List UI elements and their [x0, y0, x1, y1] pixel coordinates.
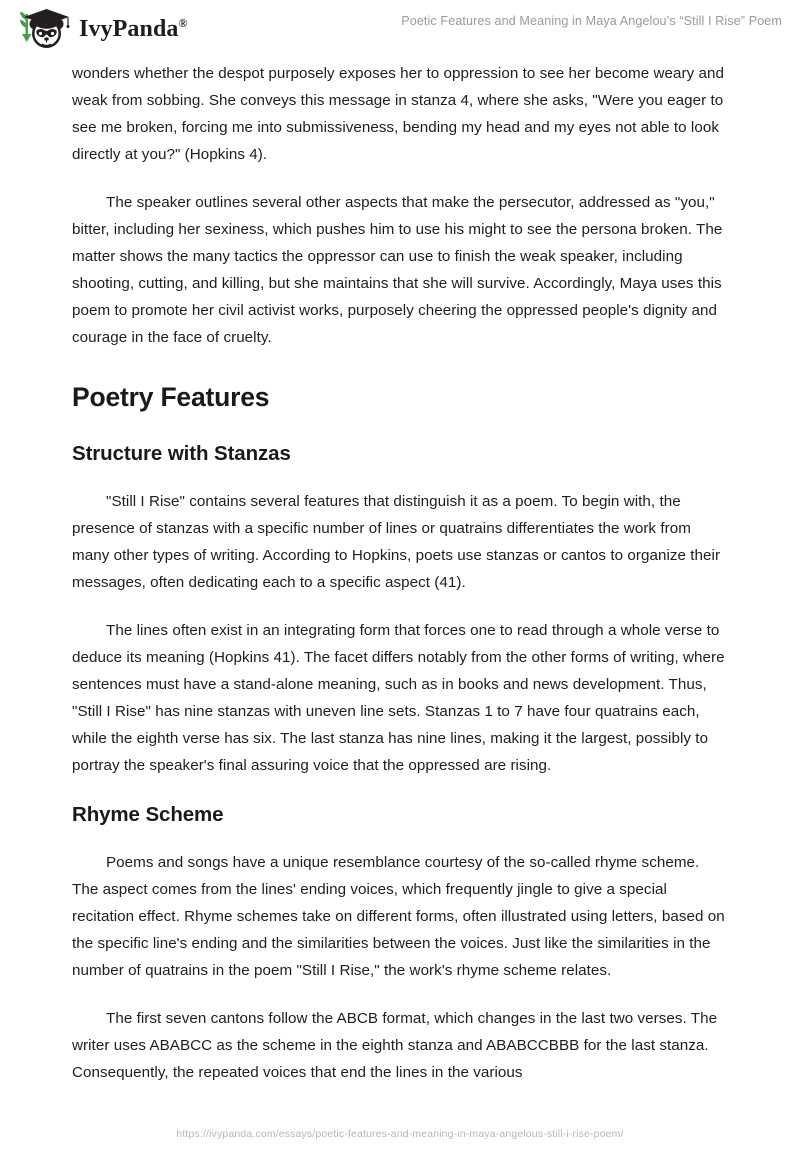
document-header-title: Poetic Features and Meaning in Maya Angelou’s “Still I Rise” Poem	[401, 14, 782, 28]
paragraph: The speaker outlines several other aspects that make the persecutor, addressed as "you," bitter, including her sexiness, which pushes him to use his might to see the persona broken. The matter shows the many tactics the oppressor can use to finish the weak speaker, including shooting, cutting, and killing, but she maintains that she will survive. Accordingly, Maya uses this poem to promote her civil activist works, purposely cheering the oppressed people's dignity and courage in the face of cruelty.	[72, 194, 723, 346]
page-footer	[0, 1124, 800, 1142]
paragraph: Poems and songs have a unique resemblance courtesy of the so-called rhyme scheme. The aspect comes from the lines' ending voices, which frequently jingle to give a special recitation effect. Rhyme schemes take on different forms, often illustrated using letters, based on the specific line's ending and the similarities between the voices. Just like the similarities in the number of quatrains in the poem "Still I Rise," the work's rhyme scheme relates.	[72, 854, 725, 979]
document-body	[72, 60, 728, 1107]
paragraph: The lines often exist in an integrating form that forces one to read through a whole verse to deduce its meaning (Hopkins 41). The facet differs notably from the other forms of writing, where sentences must have a stand-alone meaning, such as in books and news development. Thus, "Still I Rise" has nine stanzas with uneven line sets. Stanzas 1 to 7 have four quatrains each, while the eighth verse has six. The last stanza has nine lines, making it the largest, possibly to portray the speaker's final assuring voice that the oppressed are rising.	[72, 622, 725, 774]
brand-logo[interactable]	[16, 7, 188, 51]
registered-mark: ®	[178, 16, 188, 30]
page-header	[0, 0, 800, 58]
brand-name-text: IvyPanda	[79, 16, 179, 42]
paragraph: "Still I Rise" contains several features that distinguish it as a poem. To begin with, the presence of stanzas with a specific number of lines or quatrains differentiates the work from many other types of writing. According to Hopkins, poets use stanzas or cantos to organize their messages, often dedicating each to a specific aspect (41).	[72, 493, 721, 591]
brand-name	[79, 17, 188, 41]
section-heading-poetry-features: Poetry Features	[72, 382, 270, 412]
paragraph: wonders whether the despot purposely exposes her to oppression to see her become weary and weak from sobbing. She conveys this message in stanza 4, where she asks, "Were you eager to see me broken, forcing me into submissiveness, bending my head and my eyes not able to look directly at you?" (Hopkins 4).	[72, 65, 725, 163]
paragraph: The first seven cantons follow the ABCB format, which changes in the last two verses. The writer uses ABABCC as the scheme in the eighth stanza and ABABCCBBB for the last stanza. Consequently, the repeated voices that end the lines in the various	[72, 1010, 718, 1081]
footer-source-url[interactable]: https://ivypanda.com/essays/poetic-features-and-meaning-in-maya-angelous-still-i-rise-poem/	[176, 1128, 624, 1140]
panda-graduation-cap-logo-icon	[16, 6, 78, 52]
subsection-heading-rhyme-scheme: Rhyme Scheme	[72, 803, 224, 826]
subsection-heading-structure-with-stanzas: Structure with Stanzas	[72, 442, 291, 465]
